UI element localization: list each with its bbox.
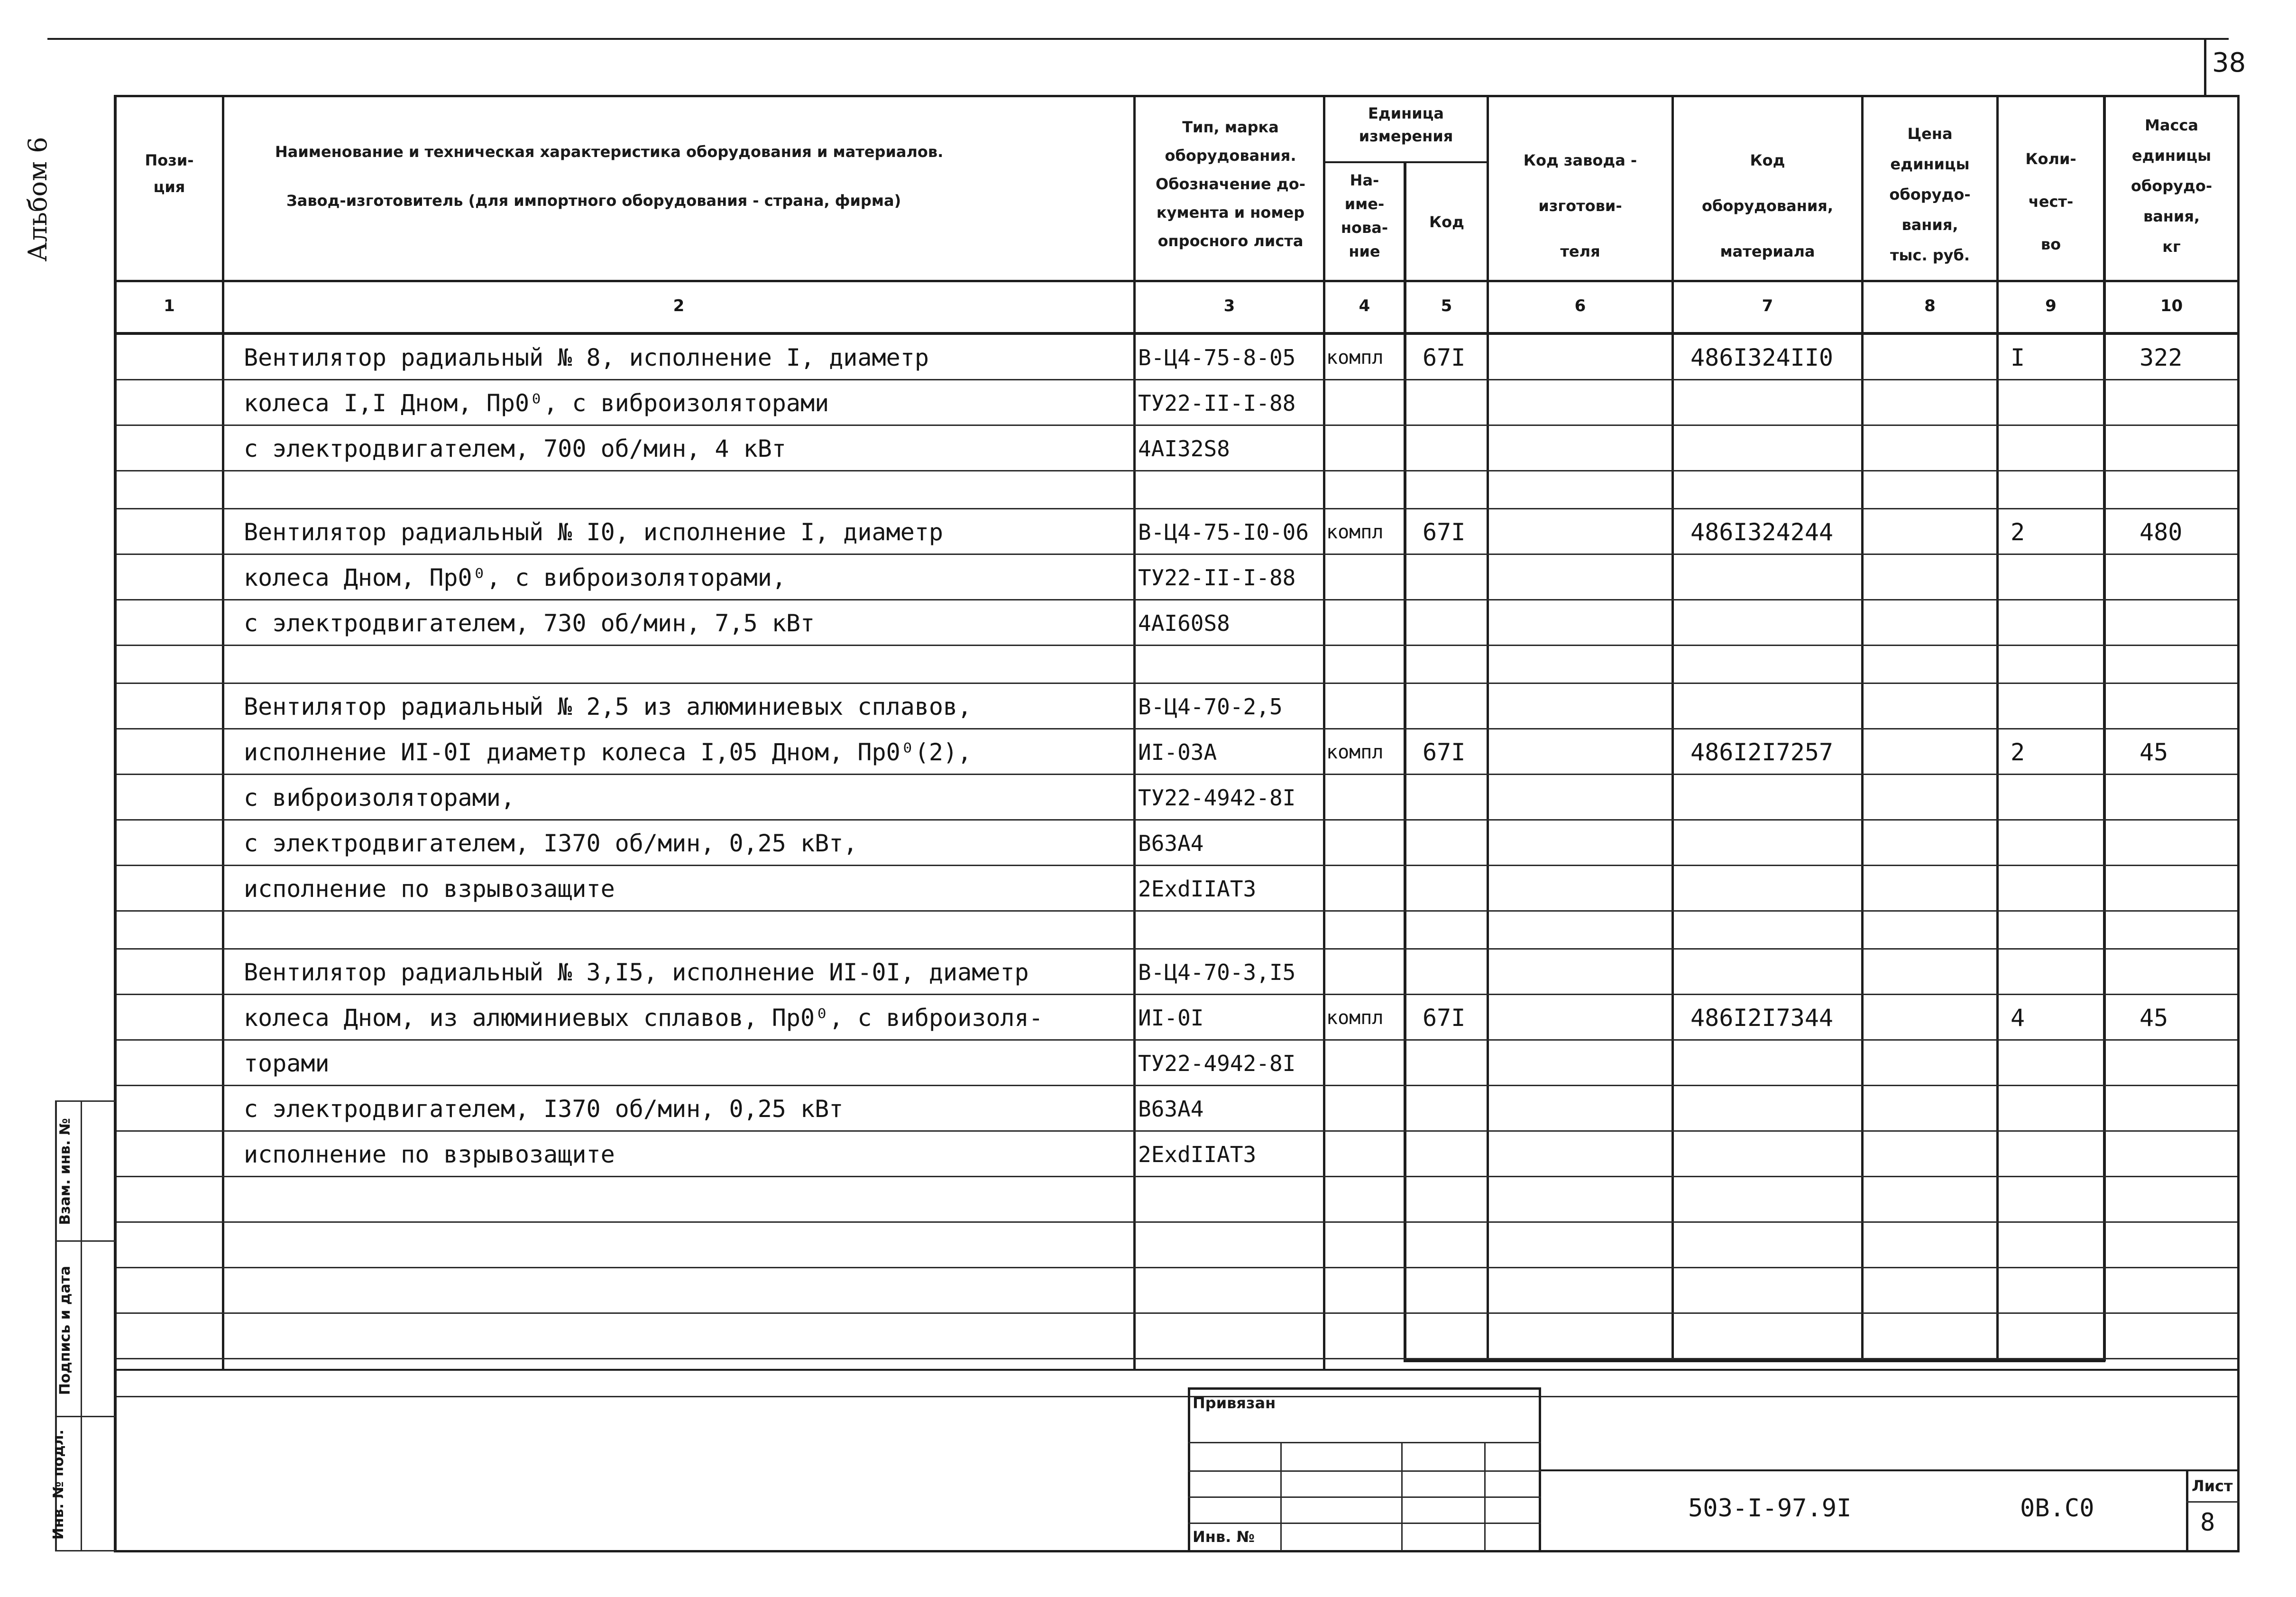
row-type: В63А4	[1138, 831, 1204, 856]
row-type: В-Ц4-75-8-05	[1138, 345, 1296, 370]
colnum-2: 2	[673, 296, 685, 315]
row-type: В-Ц4-75-I0-06	[1138, 519, 1309, 545]
colnum-7: 7	[1762, 296, 1773, 315]
row-type: 2ExdIIAT3	[1138, 876, 1257, 902]
colnum-8: 8	[1924, 296, 1936, 315]
table-row	[0, 912, 2296, 950]
stamp-box-left	[1188, 1387, 1190, 1551]
top-rule	[47, 38, 2229, 40]
stamp-row-2	[1188, 1470, 1541, 1472]
header-col7: Код оборудования, материала	[1702, 151, 1833, 260]
colnum-10: 10	[2160, 296, 2183, 315]
header-col6: Код завода - изготови- теля	[1523, 151, 1637, 260]
frame-bottom	[114, 1550, 2240, 1552]
table-row	[0, 380, 2296, 426]
row-unit-code: 67I	[1423, 1004, 1466, 1032]
row-type: ТУ22-4942-8I	[1138, 785, 1296, 811]
row-type: 4AI32S8	[1138, 436, 1230, 462]
table-row	[0, 555, 2296, 600]
frame-top	[114, 95, 2240, 97]
table-row	[0, 646, 2296, 684]
row-description: Вентилятор радиальный № 3,I5, исполнение ИI-0I, диаметр	[244, 959, 1029, 986]
header-col10: Масса единицы оборудо- вания, кг	[2131, 116, 2213, 256]
colnum-1: 1	[164, 296, 175, 315]
table-row	[0, 1359, 2296, 1397]
stamp-privyazan: Привязан	[1193, 1394, 1276, 1412]
page-number: 38	[2212, 47, 2246, 78]
stamp-col-1	[1280, 1442, 1282, 1551]
colnum-3: 3	[1223, 296, 1235, 315]
table-row	[0, 950, 2296, 995]
row-type: ТУ22-4942-8I	[1138, 1051, 1296, 1076]
table-row	[0, 426, 2296, 471]
row-type: ИI-03A	[1138, 739, 1217, 765]
side-label-podpis: Подпись и дата	[57, 1265, 73, 1395]
row-quantity: 2	[2011, 738, 2025, 766]
colnum-9: 9	[2045, 296, 2057, 315]
document-code: 503-I-97.9I	[1688, 1494, 1852, 1523]
row-equipment-code: 486I324244	[1690, 518, 1834, 546]
row-unit: компл	[1326, 347, 1384, 369]
row-description: колеса I,I Дном, Пр0⁰, с виброизоляторами	[244, 389, 829, 417]
table-row	[0, 775, 2296, 821]
row-quantity: 4	[2011, 1004, 2025, 1032]
table-row	[0, 684, 2296, 729]
row-type: 2ExdIIAT3	[1138, 1142, 1257, 1167]
row-type: В-Ц4-70-3,I5	[1138, 960, 1296, 985]
table-row	[0, 600, 2296, 646]
row-equipment-code: 486I2I7257	[1690, 738, 1834, 766]
row-mass: 45	[2140, 738, 2168, 766]
list-number: 8	[2200, 1508, 2215, 1537]
unit-subheader-rule	[1323, 161, 1487, 163]
row-type: ТУ22-II-I-88	[1138, 565, 1296, 591]
row-description: Вентилятор радиальный № 8, исполнение I, диаметр	[244, 344, 929, 371]
stamp-row-1	[1188, 1442, 1541, 1443]
row-unit-code: 67I	[1423, 518, 1466, 546]
header-col5: Код	[1429, 213, 1464, 231]
header-bottom-rule	[114, 280, 2240, 282]
header-col45: Единица измерения	[1359, 104, 1453, 145]
table-row	[0, 821, 2296, 866]
header-col3: Тип, марка оборудования. Обозначение до- кумента и номер опросного листа	[1156, 118, 1305, 250]
title-block-top	[1541, 1469, 2240, 1471]
list-box-left	[2186, 1469, 2188, 1551]
table-row	[0, 1041, 2296, 1086]
table-row	[0, 471, 2296, 509]
stamp-col-3	[1484, 1442, 1486, 1551]
table-row	[0, 509, 2296, 555]
row-description: колеса Дном, Пр0⁰, с виброизоляторами,	[244, 564, 786, 591]
row-description: исполнение ИI-0I диаметр колеса I,05 Дном, Пр0⁰(2),	[244, 738, 972, 766]
row-equipment-code: 486I324II0	[1690, 344, 1834, 371]
row-description: с электродвигателем, 730 об/мин, 7,5 кВт	[244, 609, 815, 637]
stamp-inv-no: Инв. №	[1193, 1528, 1255, 1546]
colnum-4: 4	[1359, 296, 1370, 315]
table-row	[0, 1223, 2296, 1268]
row-rule	[117, 1396, 2237, 1397]
row-description: исполнение по взрывозащите	[244, 1141, 615, 1168]
row-description: исполнение по взрывозащите	[244, 875, 615, 903]
list-label: Лист	[2192, 1477, 2233, 1495]
row-type: 4AI60S8	[1138, 610, 1230, 636]
table-row	[0, 1268, 2296, 1314]
row-equipment-code: 486I2I7344	[1690, 1004, 1834, 1032]
row-description: с электродвигателем, I370 об/мин, 0,25 кВт	[244, 1095, 844, 1123]
album-label: Альбом 6	[23, 137, 53, 262]
header-col2-line1: Наименование и техническая характеристика оборудования и материалов.	[275, 143, 944, 161]
row-description: торами	[244, 1050, 330, 1077]
row-description: с виброизоляторами,	[244, 784, 515, 812]
header-col2-line2: Завод-изготовитель (для импортного оборудования - страна, фирма)	[286, 192, 901, 210]
row-unit-code: 67I	[1423, 344, 1466, 371]
side-label-inv-podl: Инв. № подл.	[50, 1429, 67, 1540]
row-unit-code: 67I	[1423, 738, 1466, 766]
row-mass: 480	[2140, 518, 2183, 546]
row-type: ИI-0I	[1138, 1005, 1204, 1031]
table-row	[0, 1177, 2296, 1223]
row-description: Вентилятор радиальный № I0, исполнение I, диаметр	[244, 518, 944, 546]
sheet-code: 0В.С0	[2020, 1494, 2094, 1523]
row-quantity: 2	[2011, 518, 2025, 546]
table-row	[0, 335, 2296, 380]
row-mass: 45	[2140, 1004, 2168, 1032]
header-col4: На- име- нова- ние	[1341, 171, 1388, 260]
side-label-vzam: Взам. инв. №	[57, 1118, 73, 1225]
row-description: Вентилятор радиальный № 2,5 из алюминиевых сплавов,	[244, 693, 972, 720]
row-unit: компл	[1326, 521, 1384, 543]
row-unit: компл	[1326, 741, 1384, 763]
table-row	[0, 1314, 2296, 1359]
list-box-mid	[2186, 1501, 2240, 1503]
colnum-5: 5	[1441, 296, 1452, 315]
row-description: колеса Дном, из алюминиевых сплавов, Пр0⁰, с виброизоля-	[244, 1004, 1043, 1032]
table-row	[0, 866, 2296, 912]
colnum-6: 6	[1574, 296, 1586, 315]
row-type: В63А4	[1138, 1096, 1204, 1122]
row-description: с электродвигателем, 700 об/мин, 4 кВт	[244, 435, 786, 462]
table-row	[0, 995, 2296, 1041]
row-type: ТУ22-II-I-88	[1138, 390, 1296, 416]
table-row	[0, 1086, 2296, 1132]
table-row	[0, 1132, 2296, 1177]
row-unit: компл	[1326, 1007, 1384, 1029]
header-col1: Пози- ция	[145, 151, 194, 196]
stamp-row-3	[1188, 1496, 1541, 1498]
stamp-col-2	[1401, 1442, 1403, 1551]
table-row	[0, 729, 2296, 775]
row-quantity: I	[2011, 344, 2025, 371]
row-description: с электродвигателем, I370 об/мин, 0,25 кВт,	[244, 830, 858, 857]
row-type: В-Ц4-70-2,5	[1138, 694, 1283, 720]
row-mass: 322	[2140, 344, 2183, 371]
header-col8: Цена единицы оборудо- вания, тыс. руб.	[1889, 125, 1971, 264]
page-number-box-left	[2204, 38, 2206, 96]
header-col9: Коли- чест- во	[2025, 150, 2076, 253]
